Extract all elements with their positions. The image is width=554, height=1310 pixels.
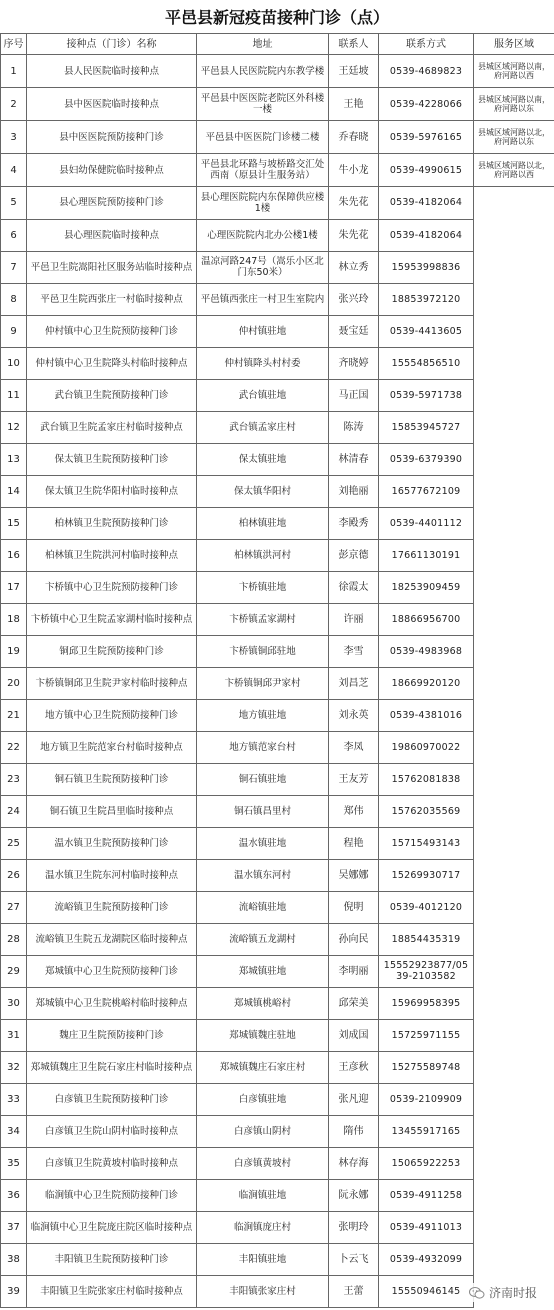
service-area: [474, 795, 554, 827]
site-address: 温凉河路247号（嵩乐小区北门东50米）: [197, 251, 329, 283]
row-number: 29: [1, 955, 27, 987]
table-row: [1, 1211, 554, 1243]
site-address: 平邑县人民医院院内东教学楼: [197, 55, 329, 88]
row-number: 5: [1, 187, 27, 220]
contact-phone: 15762035569: [379, 795, 474, 827]
site-name: 平邑卫生院嵩阳社区服务站临时接种点: [27, 251, 197, 283]
row-number: 33: [1, 1083, 27, 1115]
table-row: [1, 1147, 554, 1179]
contact-phone: 15762081838: [379, 763, 474, 795]
row-number: 14: [1, 475, 27, 507]
table-row: [1, 251, 554, 283]
table-row: [1, 603, 554, 635]
site-name: 柏林镇卫生院洪河村临时接种点: [27, 539, 197, 571]
row-number: 28: [1, 923, 27, 955]
service-area: [474, 1243, 554, 1275]
contact-person: 朱先花: [329, 187, 379, 220]
table-row: [1, 315, 554, 347]
row-number: 31: [1, 1019, 27, 1051]
service-area: 县城区域河路以南，府河路以东: [474, 88, 554, 121]
row-number: 37: [1, 1211, 27, 1243]
site-address: 卞桥镇驻地: [197, 571, 329, 603]
contact-person: 刘昌芝: [329, 667, 379, 699]
service-area: [474, 987, 554, 1019]
site-name: 县人民医院临时接种点: [27, 55, 197, 88]
contact-phone: 16577672109: [379, 475, 474, 507]
contact-person: 吴娜娜: [329, 859, 379, 891]
service-area: [474, 251, 554, 283]
header-contact: 联系人: [329, 34, 379, 55]
contact-phone: 0539-4689823: [379, 55, 474, 88]
row-number: 21: [1, 699, 27, 731]
service-area: 县城区域河路以北，府河路以东: [474, 121, 554, 154]
site-address: 临涧镇驻地: [197, 1179, 329, 1211]
contact-person: 王友芳: [329, 763, 379, 795]
contact-person: 陈涛: [329, 411, 379, 443]
service-area: [474, 347, 554, 379]
table-row: [1, 859, 554, 891]
site-name: 魏庄卫生院预防接种门诊: [27, 1019, 197, 1051]
contact-phone: 0539-4911013: [379, 1211, 474, 1243]
service-area: [474, 187, 554, 220]
site-address: 地方镇范家台村: [197, 731, 329, 763]
table-row: [1, 154, 554, 187]
site-name: 卞桥镇铜邱卫生院尹家村临时接种点: [27, 667, 197, 699]
service-area: 县城区域河路以北，府河路以西: [474, 154, 554, 187]
contact-person: 张凡迎: [329, 1083, 379, 1115]
site-address: 白彦镇黄坡村: [197, 1147, 329, 1179]
table-row: [1, 55, 554, 88]
row-number: 26: [1, 859, 27, 891]
table-row: [1, 891, 554, 923]
site-name: 白彦镇卫生院黄坡村临时接种点: [27, 1147, 197, 1179]
contact-person: 李明丽: [329, 955, 379, 987]
service-area: [474, 507, 554, 539]
row-number: 22: [1, 731, 27, 763]
table-row: [1, 699, 554, 731]
table-row: [1, 411, 554, 443]
site-name: 流峪镇卫生院预防接种门诊: [27, 891, 197, 923]
table-row: [1, 88, 554, 121]
contact-phone: 0539-6379390: [379, 443, 474, 475]
row-number: 32: [1, 1051, 27, 1083]
row-number: 2: [1, 88, 27, 121]
contact-phone: 13455917165: [379, 1115, 474, 1147]
contact-person: 许丽: [329, 603, 379, 635]
contact-person: 隋伟: [329, 1115, 379, 1147]
contact-person: 彭京德: [329, 539, 379, 571]
site-name: 铜石镇卫生院昌里临时接种点: [27, 795, 197, 827]
contact-person: 刘艳丽: [329, 475, 379, 507]
contact-phone: 0539-4182064: [379, 187, 474, 220]
site-address: 平邑县中医医院门诊楼二楼: [197, 121, 329, 154]
row-number: 24: [1, 795, 27, 827]
site-address: 心理医院院内北办公楼1楼: [197, 219, 329, 251]
site-name: 铜石镇卫生院预防接种门诊: [27, 763, 197, 795]
header-name: 接种点（门诊）名称: [27, 34, 197, 55]
site-address: 平邑镇西张庄一村卫生室院内: [197, 283, 329, 315]
site-name: 武台镇卫生院孟家庄村临时接种点: [27, 411, 197, 443]
site-name: 柏林镇卫生院预防接种门诊: [27, 507, 197, 539]
contact-person: 齐晓婷: [329, 347, 379, 379]
service-area: [474, 1051, 554, 1083]
row-number: 30: [1, 987, 27, 1019]
site-address: 白彦镇驻地: [197, 1083, 329, 1115]
table-row: [1, 1115, 554, 1147]
contact-phone: 0539-2109909: [379, 1083, 474, 1115]
service-area: [474, 1179, 554, 1211]
site-name: 流峪镇卫生院五龙湖院区临时接种点: [27, 923, 197, 955]
site-address: 地方镇驻地: [197, 699, 329, 731]
site-address: 流峪镇五龙湖村: [197, 923, 329, 955]
service-area: [474, 443, 554, 475]
wechat-icon: [469, 1286, 485, 1300]
site-name: 卞桥镇中心卫生院预防接种门诊: [27, 571, 197, 603]
service-area: [474, 667, 554, 699]
contact-person: 刘成国: [329, 1019, 379, 1051]
row-number: 23: [1, 763, 27, 795]
contact-phone: 0539-4990615: [379, 154, 474, 187]
table-row: [1, 987, 554, 1019]
contact-person: 阮永娜: [329, 1179, 379, 1211]
contact-phone: 18854435319: [379, 923, 474, 955]
contact-person: 聂宝廷: [329, 315, 379, 347]
contact-person: 林清春: [329, 443, 379, 475]
service-area: [474, 1019, 554, 1051]
table-row: [1, 923, 554, 955]
table-row: [1, 955, 554, 987]
table-row: [1, 219, 554, 251]
site-name: 保太镇卫生院预防接种门诊: [27, 443, 197, 475]
source-watermark: [466, 1283, 540, 1302]
row-number: 3: [1, 121, 27, 154]
service-area: [474, 219, 554, 251]
service-area: [474, 1115, 554, 1147]
contact-person: 王艳: [329, 88, 379, 121]
contact-phone: 0539-4381016: [379, 699, 474, 731]
table-row: [1, 443, 554, 475]
site-address: 卞桥镇孟家湖村: [197, 603, 329, 635]
site-address: 柏林镇洪河村: [197, 539, 329, 571]
contact-phone: 0539-4228066: [379, 88, 474, 121]
site-name: 临涧镇中心卫生院庞庄院区临时接种点: [27, 1211, 197, 1243]
row-number: 9: [1, 315, 27, 347]
contact-phone: 15550946145: [379, 1275, 474, 1307]
site-address: 郑城镇魏庄驻地: [197, 1019, 329, 1051]
site-address: 温水镇东河村: [197, 859, 329, 891]
service-area: [474, 635, 554, 667]
service-area: [474, 699, 554, 731]
site-name: 郑城镇中心卫生院预防接种门诊: [27, 955, 197, 987]
row-number: 10: [1, 347, 27, 379]
site-address: 郑城镇魏庄石家庄村: [197, 1051, 329, 1083]
site-address: 丰阳镇驻地: [197, 1243, 329, 1275]
service-area: [474, 1083, 554, 1115]
site-address: 白彦镇山阴村: [197, 1115, 329, 1147]
header-no: 序号: [1, 34, 27, 55]
header-phone: 联系方式: [379, 34, 474, 55]
service-area: [474, 603, 554, 635]
contact-person: 张兴玲: [329, 283, 379, 315]
contact-phone: 19860970022: [379, 731, 474, 763]
contact-phone: 0539-5971738: [379, 379, 474, 411]
contact-person: 倪明: [329, 891, 379, 923]
site-address: 平邑县中医医院老院区外科楼一楼: [197, 88, 329, 121]
contact-phone: 15275589748: [379, 1051, 474, 1083]
contact-person: 张明玲: [329, 1211, 379, 1243]
contact-phone: 0539-4983968: [379, 635, 474, 667]
table-row: [1, 539, 554, 571]
table-row: [1, 635, 554, 667]
site-address: 保太镇驻地: [197, 443, 329, 475]
page-title: 平邑县新冠疫苗接种门诊（点）: [164, 7, 389, 27]
site-address: 铜石镇驻地: [197, 763, 329, 795]
site-name: 郑城镇魏庄卫生院石家庄村临时接种点: [27, 1051, 197, 1083]
contact-phone: 0539-4401112: [379, 507, 474, 539]
contact-person: 牛小龙: [329, 154, 379, 187]
contact-phone: 15953998836: [379, 251, 474, 283]
service-area: [474, 315, 554, 347]
site-name: 武台镇卫生院预防接种门诊: [27, 379, 197, 411]
contact-phone: 0539-4932099: [379, 1243, 474, 1275]
contact-person: 王廷坡: [329, 55, 379, 88]
contact-person: 王蕾: [329, 1275, 379, 1307]
service-area: [474, 1147, 554, 1179]
table-row: [1, 731, 554, 763]
contact-phone: 18866956700: [379, 603, 474, 635]
row-number: 11: [1, 379, 27, 411]
table-row: [1, 795, 554, 827]
site-address: 铜石镇昌里村: [197, 795, 329, 827]
header-area: 服务区域: [474, 34, 554, 55]
site-address: 仲村镇驻地: [197, 315, 329, 347]
table-row: [1, 1083, 554, 1115]
contact-person: 程艳: [329, 827, 379, 859]
table-row: [1, 347, 554, 379]
row-number: 1: [1, 55, 27, 88]
site-address: 流峪镇驻地: [197, 891, 329, 923]
service-area: [474, 571, 554, 603]
contact-person: 马正国: [329, 379, 379, 411]
site-name: 丰阳镇卫生院张家庄村临时接种点: [27, 1275, 197, 1307]
table-row: [1, 827, 554, 859]
site-name: 临涧镇中心卫生院预防接种门诊: [27, 1179, 197, 1211]
table-row: [1, 763, 554, 795]
site-name: 铜邱卫生院预防接种门诊: [27, 635, 197, 667]
row-number: 15: [1, 507, 27, 539]
service-area: [474, 955, 554, 987]
service-area: [474, 923, 554, 955]
site-address: 丰阳镇张家庄村: [197, 1275, 329, 1307]
contact-phone: 15065922253: [379, 1147, 474, 1179]
site-name: 仲村镇中心卫生院预防接种门诊: [27, 315, 197, 347]
site-name: 县心理医院预防接种门诊: [27, 187, 197, 220]
row-number: 27: [1, 891, 27, 923]
contact-person: 乔春晓: [329, 121, 379, 154]
site-name: 卞桥镇中心卫生院孟家湖村临时接种点: [27, 603, 197, 635]
contact-person: 刘永英: [329, 699, 379, 731]
site-address: 柏林镇驻地: [197, 507, 329, 539]
contact-phone: 18669920120: [379, 667, 474, 699]
service-area: [474, 763, 554, 795]
header-address: 地址: [197, 34, 329, 55]
contact-person: 孙向民: [329, 923, 379, 955]
site-name: 保太镇卫生院华阳村临时接种点: [27, 475, 197, 507]
vaccination-sites-table: [0, 33, 554, 1308]
contact-phone: 15969958395: [379, 987, 474, 1019]
site-name: 平邑卫生院西张庄一村临时接种点: [27, 283, 197, 315]
contact-person: 李凤: [329, 731, 379, 763]
site-address: 武台镇驻地: [197, 379, 329, 411]
contact-phone: 17661130191: [379, 539, 474, 571]
contact-person: 林存海: [329, 1147, 379, 1179]
table-row: [1, 475, 554, 507]
site-address: 郑城镇驻地: [197, 955, 329, 987]
row-number: 19: [1, 635, 27, 667]
service-area: [474, 411, 554, 443]
table-row: [1, 187, 554, 220]
service-area: [474, 1211, 554, 1243]
service-area: 县城区域河路以南，府河路以西: [474, 55, 554, 88]
row-number: 38: [1, 1243, 27, 1275]
contact-phone: 15552923877/0539-2103582: [379, 955, 474, 987]
contact-person: 林立秀: [329, 251, 379, 283]
site-name: 县妇幼保健院临时接种点: [27, 154, 197, 187]
contact-person: 朱先花: [329, 219, 379, 251]
site-address: 县心理医院院内东保障供应楼1楼: [197, 187, 329, 220]
row-number: 25: [1, 827, 27, 859]
site-address: 仲村镇降头村村委: [197, 347, 329, 379]
row-number: 35: [1, 1147, 27, 1179]
watermark-text: 济南时报: [488, 1286, 537, 1300]
site-name: 温水镇卫生院预防接种门诊: [27, 827, 197, 859]
contact-phone: 15853945727: [379, 411, 474, 443]
table-row: [1, 283, 554, 315]
service-area: [474, 539, 554, 571]
site-name: 白彦镇卫生院预防接种门诊: [27, 1083, 197, 1115]
contact-phone: 0539-4012120: [379, 891, 474, 923]
contact-person: 李雪: [329, 635, 379, 667]
row-number: 7: [1, 251, 27, 283]
row-number: 8: [1, 283, 27, 315]
contact-person: 王彦秋: [329, 1051, 379, 1083]
row-number: 36: [1, 1179, 27, 1211]
table-row: [1, 1179, 554, 1211]
site-address: 温水镇驻地: [197, 827, 329, 859]
service-area: [474, 379, 554, 411]
contact-person: 郑伟: [329, 795, 379, 827]
site-address: 保太镇华阳村: [197, 475, 329, 507]
table-header-row: [1, 34, 554, 55]
table-row: [1, 571, 554, 603]
contact-phone: 15725971155: [379, 1019, 474, 1051]
contact-phone: 0539-4911258: [379, 1179, 474, 1211]
contact-phone: 15269930717: [379, 859, 474, 891]
row-number: 13: [1, 443, 27, 475]
site-address: 卞桥镇铜邱尹家村: [197, 667, 329, 699]
site-address: 平邑县北环路与坡桥路交汇处西南（原县计生服务站）: [197, 154, 329, 187]
contact-person: 邱荣美: [329, 987, 379, 1019]
table-row: [1, 1051, 554, 1083]
contact-phone: 0539-4413605: [379, 315, 474, 347]
site-name: 温水镇卫生院东河村临时接种点: [27, 859, 197, 891]
site-name: 地方镇卫生院范家台村临时接种点: [27, 731, 197, 763]
contact-person: 李殿秀: [329, 507, 379, 539]
row-number: 39: [1, 1275, 27, 1307]
row-number: 16: [1, 539, 27, 571]
site-name: 白彦镇卫生院山阴村临时接种点: [27, 1115, 197, 1147]
site-name: 县中医医院临时接种点: [27, 88, 197, 121]
row-number: 4: [1, 154, 27, 187]
contact-person: 卜云飞: [329, 1243, 379, 1275]
contact-phone: 15554856510: [379, 347, 474, 379]
site-address: 卞桥镇铜邱驻地: [197, 635, 329, 667]
site-address: 临涧镇庞庄村: [197, 1211, 329, 1243]
row-number: 34: [1, 1115, 27, 1147]
site-name: 丰阳镇卫生院预防接种门诊: [27, 1243, 197, 1275]
service-area: [474, 475, 554, 507]
row-number: 12: [1, 411, 27, 443]
row-number: 18: [1, 603, 27, 635]
table-row: [1, 1019, 554, 1051]
contact-phone: 0539-5976165: [379, 121, 474, 154]
contact-phone: 0539-4182064: [379, 219, 474, 251]
site-name: 县心理医院临时接种点: [27, 219, 197, 251]
site-name: 郑城镇中心卫生院桃峪村临时接种点: [27, 987, 197, 1019]
site-address: 郑城镇桃峪村: [197, 987, 329, 1019]
row-number: 20: [1, 667, 27, 699]
site-name: 仲村镇中心卫生院降头村临时接种点: [27, 347, 197, 379]
service-area: [474, 859, 554, 891]
site-name: 地方镇中心卫生院预防接种门诊: [27, 699, 197, 731]
contact-phone: 18253909459: [379, 571, 474, 603]
contact-phone: 18853972120: [379, 283, 474, 315]
row-number: 6: [1, 219, 27, 251]
service-area: [474, 827, 554, 859]
table-row: [1, 667, 554, 699]
site-address: 武台镇孟家庄村: [197, 411, 329, 443]
row-number: 17: [1, 571, 27, 603]
contact-phone: 15715493143: [379, 827, 474, 859]
service-area: [474, 891, 554, 923]
contact-person: 徐霞太: [329, 571, 379, 603]
site-name: 县中医医院预防接种门诊: [27, 121, 197, 154]
table-row: [1, 379, 554, 411]
table-row: [1, 1243, 554, 1275]
service-area: [474, 283, 554, 315]
service-area: [474, 731, 554, 763]
table-row: [1, 507, 554, 539]
table-row: [1, 121, 554, 154]
